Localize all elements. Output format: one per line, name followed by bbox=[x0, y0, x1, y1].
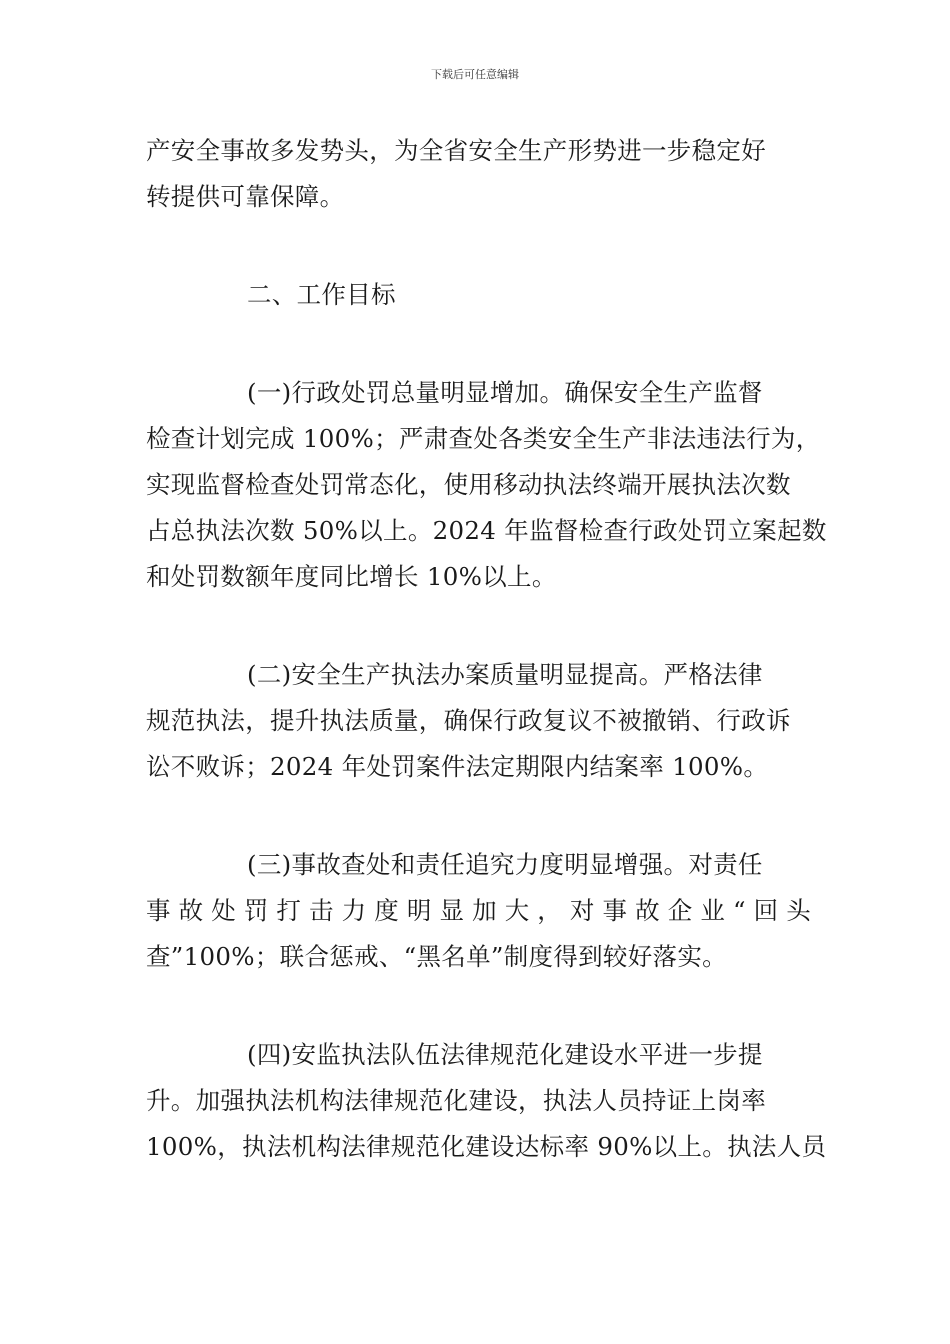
paragraph-gap bbox=[146, 790, 811, 842]
text-line: (一)行政处罚总量明显增加。确保安全生产监督 bbox=[247, 378, 763, 407]
paragraph-gap bbox=[146, 220, 811, 272]
text-line: 查”100%；联合惩戒、“黑名单”制度得到较好落实。 bbox=[146, 942, 727, 971]
text-line: (三)事故查处和责任追究力度明显增强。对责任 bbox=[247, 850, 763, 879]
text-line: 占总执法次数 50%以上。2024 年监督检查行政处罚立案起数 bbox=[146, 516, 827, 545]
text-line: 规范执法，提升执法质量，确保行政复议不被撤销、行政诉 bbox=[146, 706, 791, 735]
heading-line: 二、工作目标 bbox=[247, 280, 396, 309]
text-line: 讼不败诉；2024 年处罚案件法定期限内结案率 100%。 bbox=[146, 752, 769, 781]
paragraph-item-3 bbox=[146, 842, 811, 980]
paragraph-item-4 bbox=[146, 1032, 827, 1170]
text-line: (二)安全生产执法办案质量明显提高。严格法律 bbox=[247, 660, 763, 689]
text-line: 检查计划完成 100%；严肃查处各类安全生产非法违法行为， bbox=[146, 424, 821, 453]
section-heading bbox=[146, 272, 811, 318]
text-line: 产安全事故多发势头，为全省安全生产形势进一步稳定好 bbox=[146, 136, 766, 165]
text-line: 转提供可靠保障。 bbox=[146, 182, 345, 211]
text-line: 升。加强执法机构法律规范化建设，执法人员持证上岗率 bbox=[146, 1086, 766, 1115]
paragraph-continuation bbox=[146, 128, 811, 220]
paragraph-gap bbox=[146, 980, 811, 1032]
text-line: 和处罚数额年度同比增长 10%以上。 bbox=[146, 562, 557, 591]
paragraph-gap bbox=[146, 600, 811, 652]
text-line: 100%，执法机构法律规范化建设达标率 90%以上。执法人员 bbox=[146, 1132, 827, 1161]
document-body bbox=[146, 128, 827, 1170]
text-line: 实现监督检查处罚常态化，使用移动执法终端开展执法次数 bbox=[146, 470, 791, 499]
paragraph-gap bbox=[146, 318, 811, 370]
paragraph-item-1 bbox=[146, 370, 827, 600]
text-line: (四)安监执法队伍法律规范化建设水平进一步提 bbox=[247, 1040, 763, 1069]
paragraph-item-2 bbox=[146, 652, 811, 790]
page-header-note: 下载后可任意编辑 bbox=[431, 68, 519, 81]
text-line: 事故处罚打击力度明显加大，对事故企业“回头 bbox=[146, 896, 811, 925]
